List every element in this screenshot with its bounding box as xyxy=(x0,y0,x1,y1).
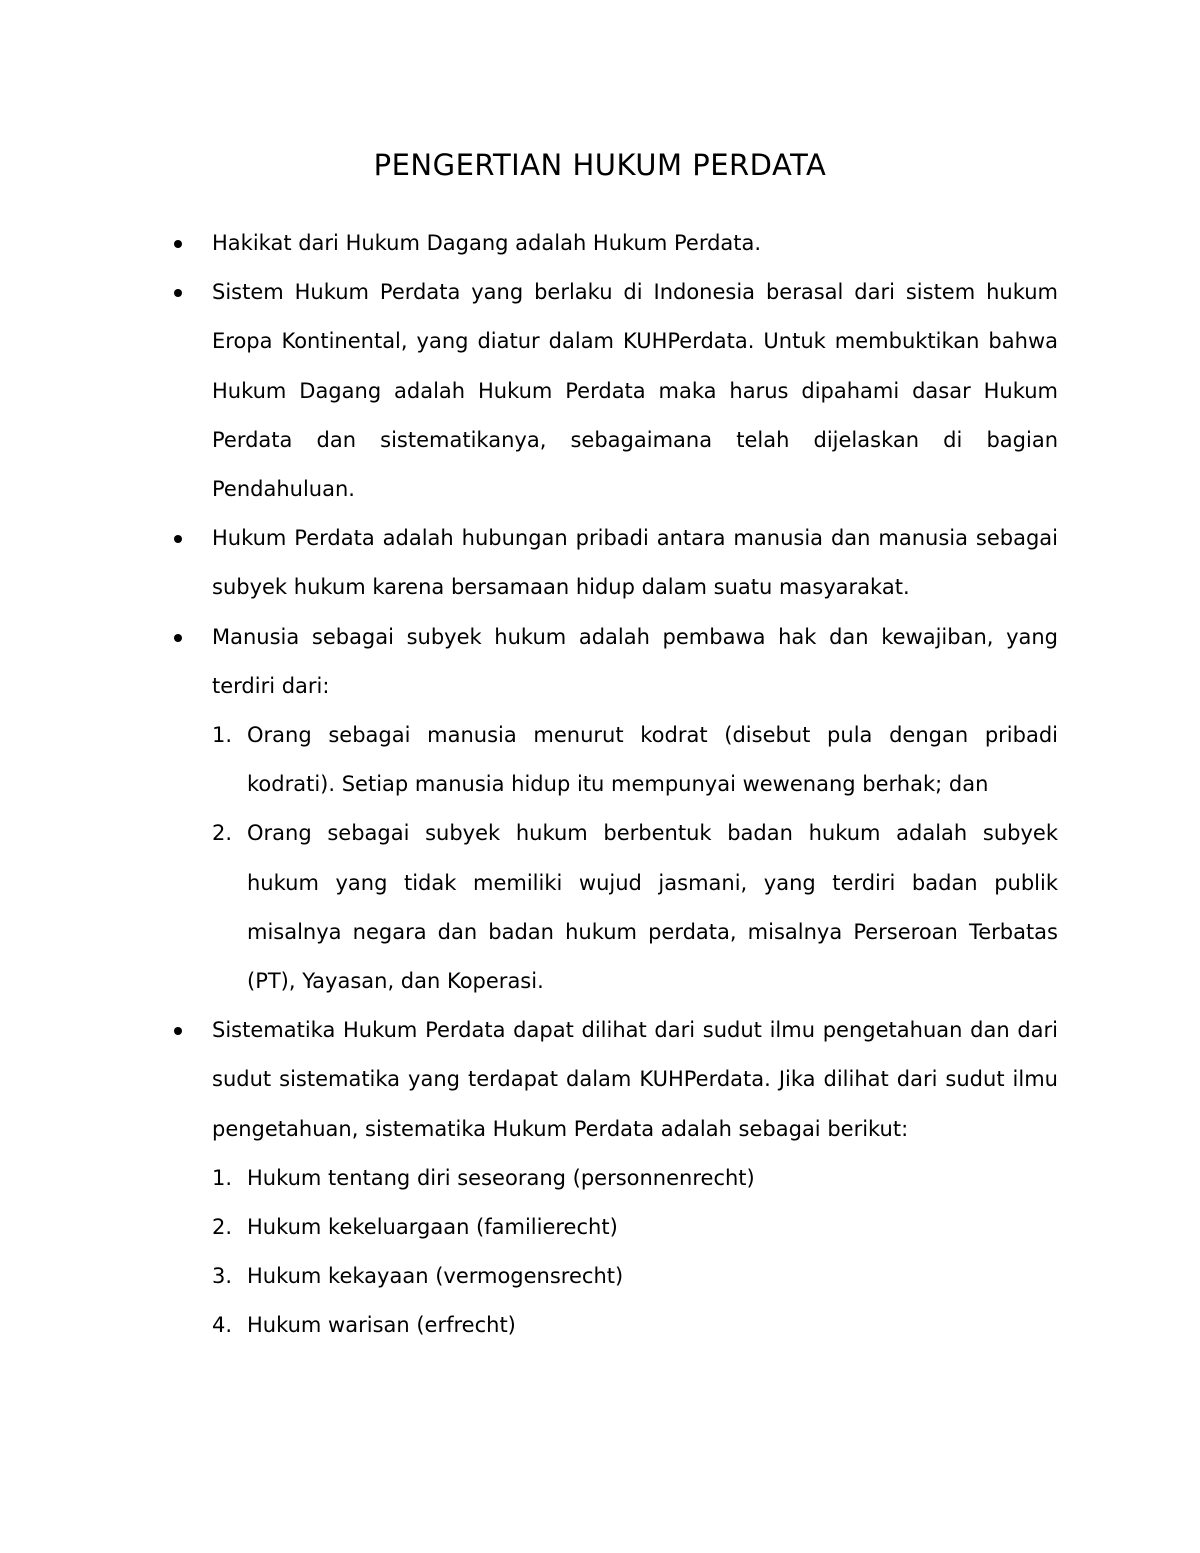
document-body xyxy=(170,219,1058,1351)
numbered-item-text: Orang sebagai subyek hukum berbentuk badan hukum adalah subyek hukum yang tidak memiliki wujud jasmani, yang terdiri badan publik misalnya negara dan badan hukum perdata, misalnya Perseroan Terbatas (PT), Yayasan, dan Koperasi. xyxy=(247,821,1058,994)
numbered-item-text: Hukum kekayaan (vermogensrecht) xyxy=(247,1264,624,1289)
numbered-item-text: Orang sebagai manusia menurut kodrat (disebut pula dengan pribadi kodrati). Setiap manusia hidup itu mempunyai wewenang berhak; dan xyxy=(247,723,1058,797)
numbered-item-text: Hukum tentang diri seseorang (personnenrecht) xyxy=(247,1165,755,1190)
bullet-text: Sistem Hukum Perdata yang berlaku di Indonesia berasal dari sistem hukum Eropa Kontinental, yang diatur dalam KUHPerdata. Untuk membuktikan bahwa Hukum Dagang adalah Hukum Perdata maka harus dipahami dasar Hukum Perdata dan sistematikanya, sebagaimana telah dijelaskan di bagian Pendahuluan. xyxy=(212,280,1058,502)
page-title: PENGERTIAN HUKUM PERDATA xyxy=(373,148,827,182)
bullet-item xyxy=(170,1006,1058,1154)
numbered-item xyxy=(212,1203,1058,1252)
bullet-text: Sistematika Hukum Perdata dapat dilihat dari sudut ilmu pengetahuan dan dari sudut sistematika yang terdapat dalam KUHPerdata. Jika dilihat dari sudut ilmu pengetahuan, sistematika Hukum Perdata adalah sebagai berikut: xyxy=(212,1018,1058,1141)
bullet-item xyxy=(170,613,1058,711)
bullet-text: Hukum Perdata adalah hubungan pribadi antara manusia dan manusia sebagai subyek hukum karena bersamaan hidup dalam suatu masyarakat. xyxy=(212,526,1058,600)
bullet-icon xyxy=(174,289,182,297)
bullet-text: Manusia sebagai subyek hukum adalah pembawa hak dan kewajiban, yang terdiri dari: xyxy=(212,624,1058,698)
bullet-item xyxy=(170,514,1058,612)
numbered-item xyxy=(212,809,1058,1006)
list-number: 2. xyxy=(212,821,233,846)
bullet-icon xyxy=(174,634,182,642)
bullet-icon xyxy=(174,535,182,543)
numbered-item xyxy=(212,1252,1058,1301)
numbered-item-text: Hukum kekeluargaan (familierecht) xyxy=(247,1215,618,1240)
bullet-icon xyxy=(174,1027,182,1035)
numbered-item-text: Hukum warisan (erfrecht) xyxy=(247,1313,516,1338)
numbered-item xyxy=(212,1154,1058,1203)
list-number: 3. xyxy=(212,1264,233,1289)
list-number: 1. xyxy=(212,1165,233,1190)
bullet-item xyxy=(170,268,1058,514)
numbered-item xyxy=(212,711,1058,809)
bullet-icon xyxy=(174,240,182,248)
list-number: 1. xyxy=(212,723,233,748)
bullet-text: Hakikat dari Hukum Dagang adalah Hukum Perdata. xyxy=(212,231,762,255)
list-number: 2. xyxy=(212,1215,233,1240)
bullet-item xyxy=(170,219,1058,268)
list-number: 4. xyxy=(212,1313,233,1338)
numbered-item xyxy=(212,1301,1058,1350)
